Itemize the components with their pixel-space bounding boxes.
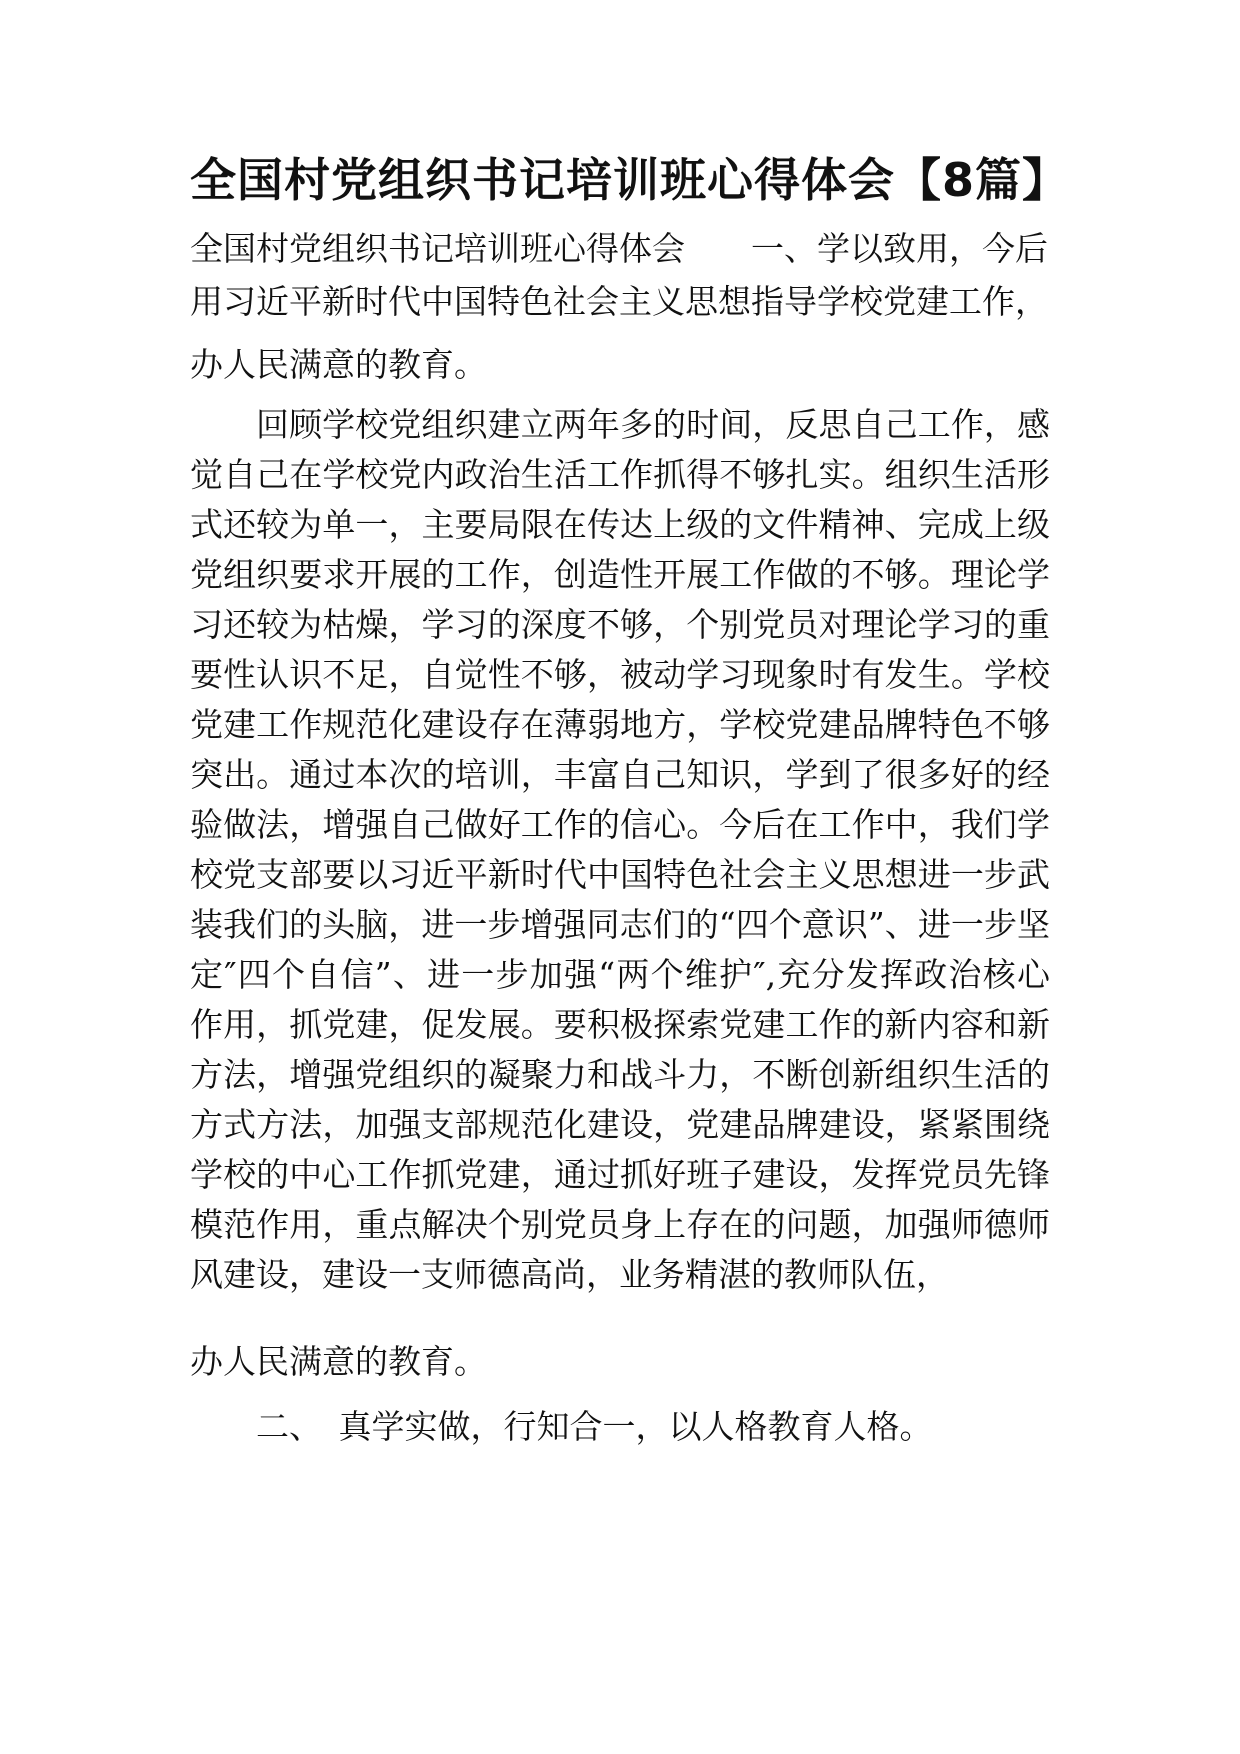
section-2-heading: 二、 真学实做，行知合一，以人格教育人格。 <box>256 1407 933 1446</box>
reflection-paragraph: 回顾学校党组织建立两年多的时间，反思自己工作，感觉自己在学校党内政治生活工作抓得不够扎实。组织生活形式还较为单一，主要局限在传达上级的文件精神、完成上级党组织要求开展的工作，创造性开展工作做的不够。理论学习还较为枯燥，学习的深度不够，个别党员对理论学习的重要性认识不足，自觉性不够，被动学习现象时有发生。学校党建工作规范化建设存在薄弱地方，学校党建品牌特色不够突出。通过本次的培训，丰富自己知识，学到了很多好的经验做法，增强自己做好工作的信心。今后在工作中，我们学校党支部要以习近平新时代中国特色社会主义思想进一步武装我们的头脑，进一步增强同志们的“四个意识”、进一步坚定″四个自信”、进一步加强“两个维护″,充分发挥政治核心作用，抓党建，促发展。要积极探索党建工作的新内容和新方法，增强党组织的凝聚力和战斗力，不断创新组织生活的方式方法，加强支部规范化建设，党建品牌建设，紧紧围绕学校的中心工作抓党建，通过抓好班子建设，发挥党员先锋模范作用，重点解决个别党员身上存在的问题，加强师德师风建设，建设一支师德高尚，业务精湛的教师队伍， <box>190 405 1050 1294</box>
intro-line-1: 全国村党组织书记培训班心得体会 一、学以致用，今后 <box>190 229 1048 268</box>
intro-closing-line: 办人民满意的教育。 <box>190 345 487 384</box>
intro-paragraph <box>190 222 1050 328</box>
document-title: 全国村党组织书记培训班心得体会【8篇】 <box>190 153 1070 207</box>
reflection-closing-line: 办人民满意的教育。 <box>190 1342 487 1381</box>
intro-line-2: 用习近平新时代中国特色社会主义思想指导学校党建工作， <box>190 282 1048 321</box>
